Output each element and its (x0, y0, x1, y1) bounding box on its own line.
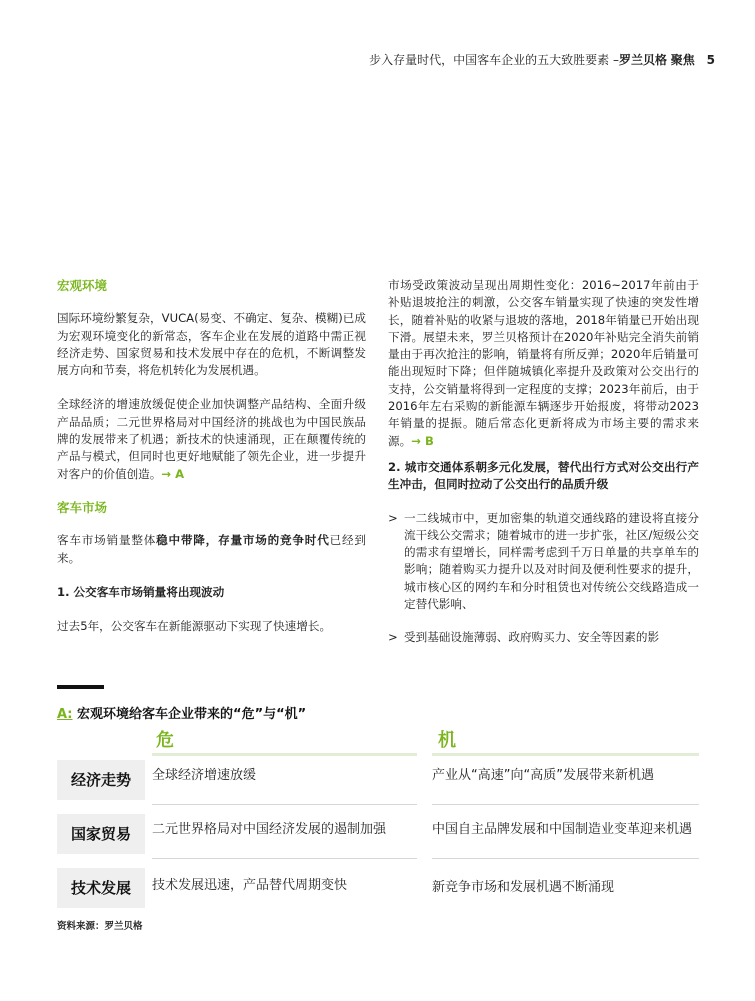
row-separator (432, 858, 699, 859)
market-paragraph (57, 532, 366, 567)
row-separator (432, 804, 699, 805)
bullet-item-1 (388, 510, 699, 614)
cell-opportunity-trade: 中国自主品牌发展和中国制造业变革迎来机遇 (432, 822, 693, 837)
page-number: 5 (706, 53, 715, 67)
macro-paragraph-1: 国际环境纷繁复杂，VUCA(易变、不确定、复杂、模糊)已成为宏观环境变化的新常态，客车企业在发展的道路中需正视经济走势、国家贸易和技术发展中存在的危机，不断调整发展方向和节奏，将危机转化为发展机遇。 (57, 311, 366, 378)
subheading-2: 2. 城市交通体系朝多元化发展，替代出行方式对公交出行产生冲击，但同时拉动了公交出行的品质升级 (388, 459, 699, 492)
section-title-market: 客车市场 (57, 499, 108, 515)
row-label-technology: 技术发展 (57, 868, 145, 908)
column-header-opportunity: 机 (432, 728, 699, 756)
market-text-b: 稳中带降，存量市场的竞争时代 (156, 533, 330, 548)
market-text-c: 已经到来。 (57, 533, 366, 565)
cell-risk-economy: 全球经济增速放缓 (152, 768, 257, 783)
bullet-text-1: 一二线城市中，更加密集的轨道交通线路的建设将直接分流干线公交需求；随着城市的进一步扩张，社区/短级公交的需求有望增长，同样需考虑到千万日单量的共享单车的影响；随着购买力提升以及对时间及便利性要求的提升，城市核心区的网约车和分时租赁也对传统公交线路造成一定替代影响、 (404, 510, 699, 612)
subheading-1-paragraph: 过去5年，公交客车在新能源驱动下实现了快速增长。 (57, 619, 332, 634)
bullet-item-2 (388, 629, 699, 646)
figure-b-link[interactable]: → B (411, 433, 434, 448)
subheading-1: 1. 公交客车市场销量将出现波动 (57, 584, 225, 599)
left-column (57, 277, 366, 635)
figure-a-link[interactable]: → A (161, 466, 185, 481)
cell-opportunity-technology: 新竞争市场和发展机遇不断涌现 (432, 880, 615, 895)
row-label-economy: 经济走势 (57, 760, 145, 800)
page-header (369, 51, 715, 68)
bullet-marker: > (388, 630, 398, 645)
header-dash: – (612, 53, 619, 67)
bullet-text-2: 受到基础设施薄弱、政府购买力、安全等因素的影 (404, 630, 660, 645)
header-brand: 罗兰贝格 (618, 53, 667, 67)
row-separator (152, 804, 417, 805)
row-separator (152, 858, 417, 859)
figure-source: 资料来源：罗兰贝格 (57, 921, 143, 932)
figure-title (57, 703, 306, 722)
macro-paragraph-2 (57, 396, 366, 482)
figure-label: A: (57, 707, 73, 722)
figure-divider (57, 685, 104, 689)
right-paragraph-1 (388, 277, 699, 450)
bullet-marker: > (388, 510, 398, 525)
figure-title-text: 宏观环境给客车企业带来的“危”与“机” (77, 707, 307, 722)
right-column (388, 277, 699, 647)
header-series: 聚焦 (670, 53, 695, 67)
cell-opportunity-economy: 产业从“高速”向“高质”发展带来新机遇 (432, 768, 654, 783)
section-title-macro: 宏观环境 (57, 278, 108, 293)
column-header-risk: 危 (152, 728, 417, 756)
macro-paragraph-2-text: 全球经济的增速放缓促使企业加快调整产品结构、全面升级产品品质；二元世界格局对中国经济的挑战也为中国民族品牌的发展带来了机遇；新技术的快速涌现，正在颠覆传统的产品与模式，但同时也更好地赋能了领先企业，进一步提升对客户的价值创造。 (57, 397, 366, 481)
header-title: 步入存量时代，中国客车企业的五大致胜要素 (369, 53, 610, 67)
right-paragraph-1-text: 市场受政策波动呈现出周期性变化：2016~2017年前由于补贴退坡抢注的刺激，公交客车销量实现了快速的突发性增长，随着补贴的收紧与退坡的落地，2018年销量已开始出现下滑。展望未来，罗兰贝格预计在2020年补贴完全消失前销量由于再次抢注的影响，销量将有所反弹；2020年后销量可能出现短时下降；但伴随城镇化率提升及政策对公交出行的支持，公交销量将得到一定程度的支撑；2023年前后，由于2016年左右采购的新能源车辆逐步开始报废，将带动2023年销量的提振。随后常态化更新将成为市场主要的需求来源。 (388, 278, 699, 448)
cell-risk-technology: 技术发展迅速，产品替代周期变快 (152, 878, 348, 893)
cell-risk-trade: 二元世界格局对中国经济发展的遏制加强 (152, 822, 387, 837)
market-text-a: 客车市场销量整体 (57, 533, 157, 548)
row-label-trade: 国家贸易 (57, 814, 145, 854)
